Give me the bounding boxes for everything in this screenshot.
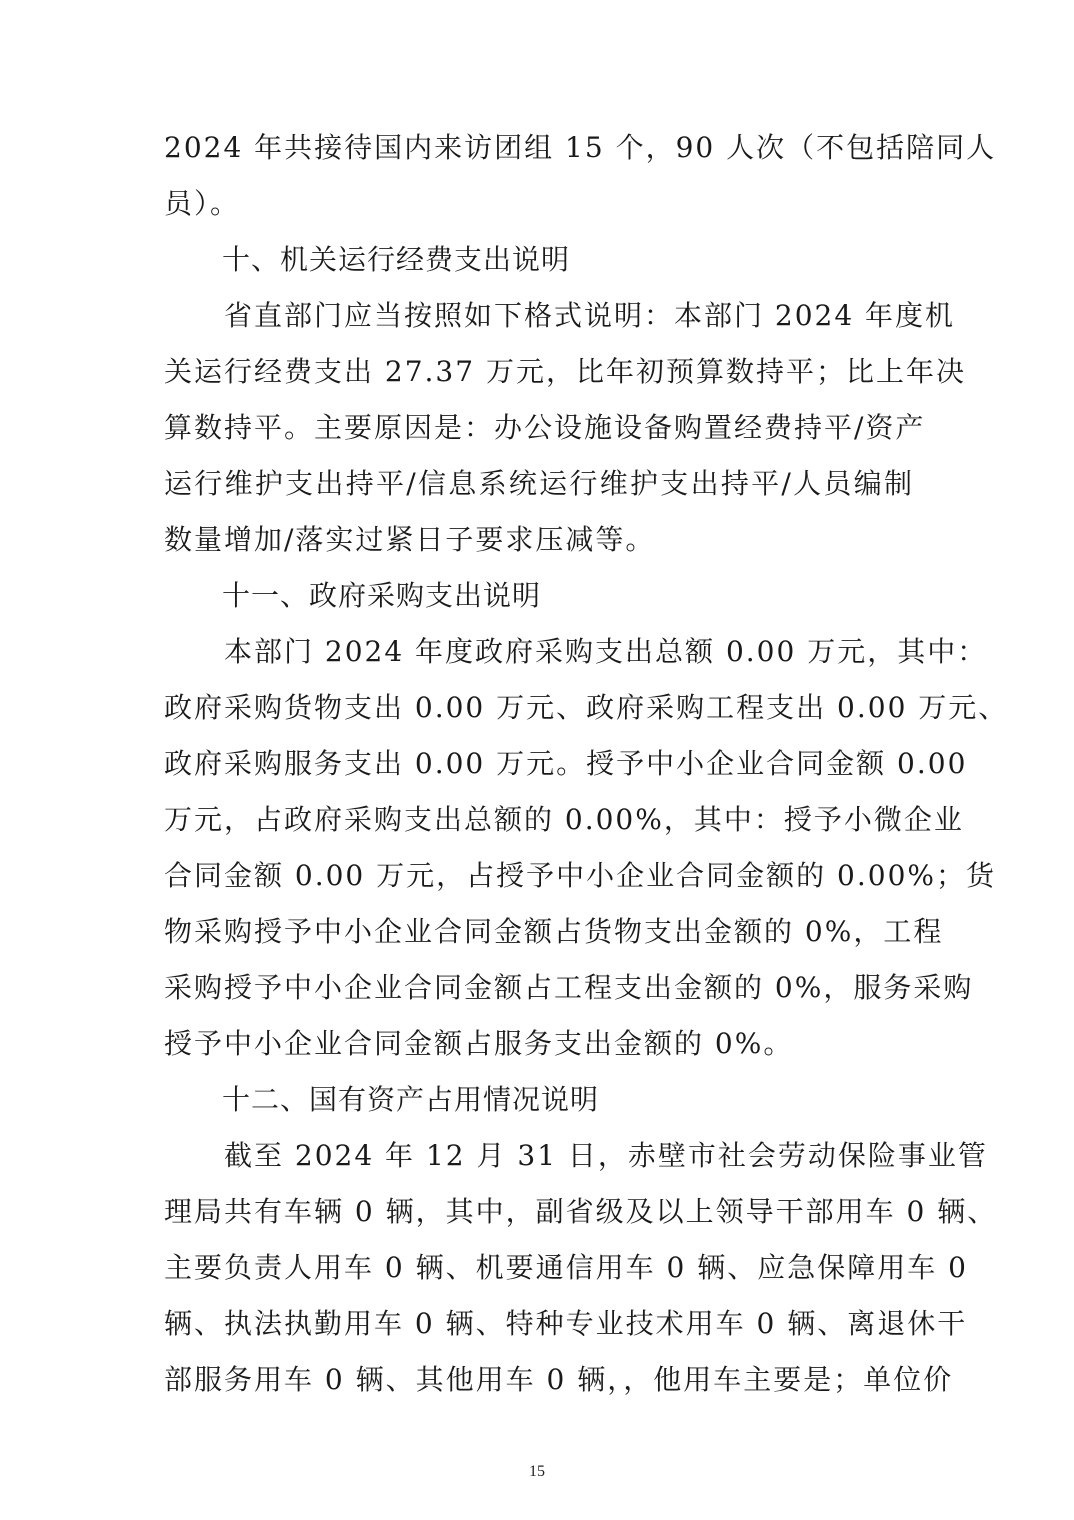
text-line: 物采购授予中小企业合同金额占货物支出金额的 0%，工程 [164, 915, 944, 948]
text-line: 政府采购货物支出 0.00 万元、政府采购工程支出 0.00 万元、 [164, 691, 1009, 724]
section-10 [164, 232, 966, 568]
section-11 [164, 568, 1009, 1072]
text-line: 辆、执法执勤用车 0 辆、特种专业技术用车 0 辆、离退休干 [164, 1307, 968, 1340]
text-line: 采购授予中小企业合同金额占工程支出金额的 0%，服务采购 [164, 971, 974, 1004]
text-line: 算数持平。主要原因是：办公设施设备购置经费持平/资产 [164, 411, 926, 444]
text-line: 员）。 [164, 187, 241, 220]
intro-paragraph [164, 120, 997, 232]
text-line: 本部门 2024 年度政府采购支出总额 0.00 万元，其中： [164, 635, 988, 668]
text-line: 2024 年共接待国内来访团组 15 个，90 人次（不包括陪同人 [164, 131, 997, 164]
text-line: 截至 2024 年 12 月 31 日，赤壁市社会劳动保险事业管 [164, 1139, 988, 1172]
text-line: 部服务用车 0 辆、其他用车 0 辆，，他用车主要是；单位价 [164, 1363, 954, 1396]
text-line: 理局共有车辆 0 辆，其中，副省级及以上领导干部用车 0 辆、 [164, 1195, 998, 1228]
text-line: 授予中小企业合同金额占服务支出金额的 0%。 [164, 1027, 794, 1060]
section-heading: 十二、国有资产占用情况说明 [222, 1083, 600, 1116]
text-line: 合同金额 0.00 万元，占授予中小企业合同金额的 0.00%；货 [164, 859, 996, 892]
text-line: 政府采购服务支出 0.00 万元。授予中小企业合同金额 0.00 [164, 747, 968, 780]
text-line: 关运行经费支出 27.37 万元，比年初预算数持平；比上年决 [164, 355, 966, 388]
page-number: 15 [529, 1463, 545, 1480]
text-line: 省直部门应当按照如下格式说明：本部门 2024 年度机 [164, 299, 956, 332]
text-line: 运行维护支出持平/信息系统运行维护支出持平/人员编制 [164, 467, 914, 500]
document-body [164, 120, 1009, 1408]
text-line: 数量增加/落实过紧日子要求压减等。 [164, 523, 656, 556]
section-12 [164, 1072, 998, 1408]
section-heading: 十、机关运行经费支出说明 [222, 243, 571, 276]
text-line: 主要负责人用车 0 辆、机要通信用车 0 辆、应急保障用车 0 [164, 1251, 968, 1284]
text-line: 万元，占政府采购支出总额的 0.00%，其中：授予小微企业 [164, 803, 964, 836]
section-heading: 十一、政府采购支出说明 [222, 579, 542, 612]
